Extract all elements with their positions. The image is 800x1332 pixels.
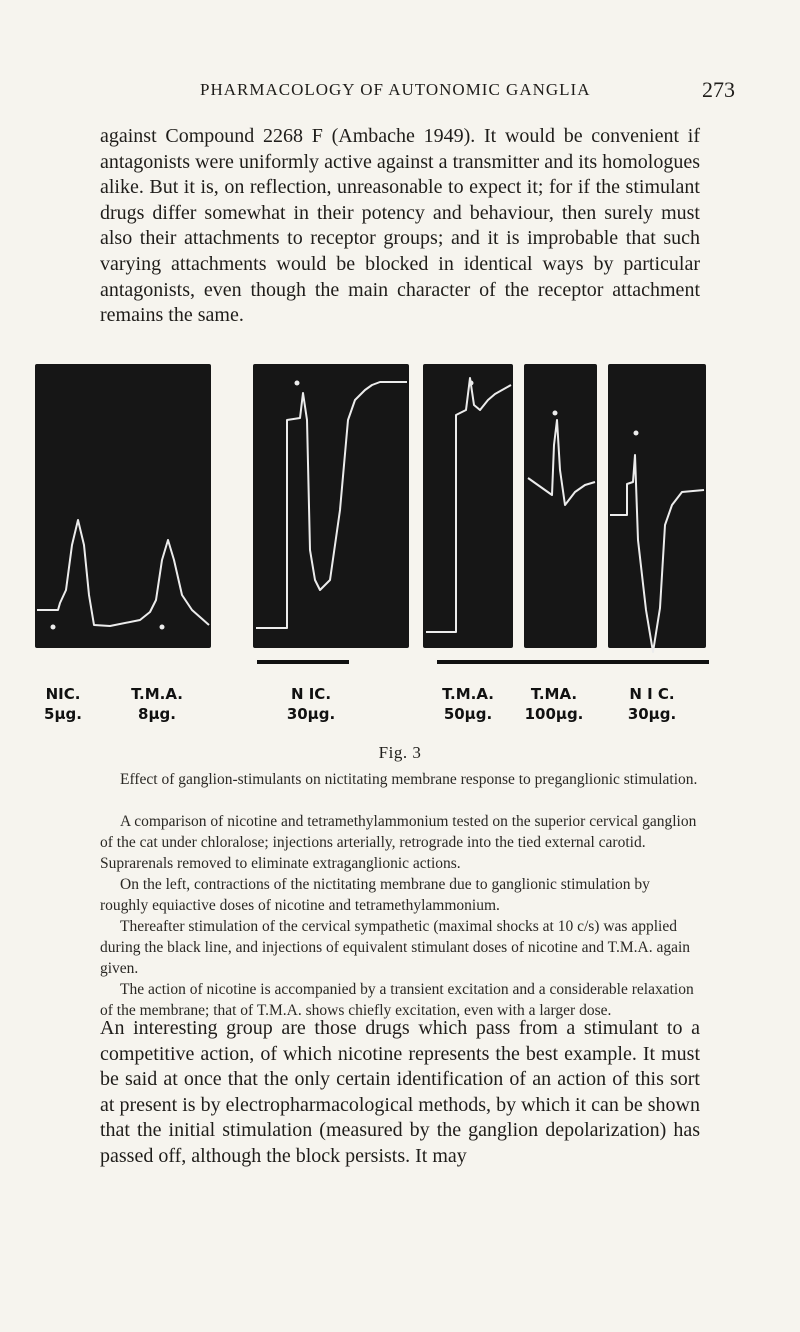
label-drug: N I C.: [629, 685, 675, 703]
figure-caption-paragraph: The action of nicotine is accompanied by a transient excitation and a considerable relaxation of the membrane; that of T.M.A. shows chiefly excitation, even with a larger dose.: [100, 981, 694, 1019]
label-drug: T.MA.: [530, 685, 578, 703]
stimulation-bar: [437, 660, 709, 664]
label-nic-5: [40, 684, 86, 724]
label-drug: T.M.A.: [131, 685, 183, 703]
figure-caption-paragraph: A comparison of nicotine and tetramethylammonium tested on the superior cervical ganglion of the cat under chloralose; injections arterially, retrograde into the tied external carotid. Suprarenals removed to eliminate extraganglionic actions.: [100, 813, 697, 872]
signal-dot: [51, 625, 56, 630]
label-dose: 50µg.: [443, 705, 493, 723]
label-dose: 8µg.: [138, 705, 176, 723]
label-tma-8: [125, 684, 189, 724]
label-drug: NIC.: [45, 685, 81, 703]
stimulation-bar: [257, 660, 349, 664]
label-nic-30b: [622, 684, 682, 724]
trace-nic-30b: [610, 455, 704, 652]
trace-tma-50: [426, 378, 511, 632]
label-drug: N IC.: [290, 685, 332, 703]
label-tma-50: [435, 684, 501, 724]
figure-caption-paragraph: On the left, contractions of the nictitating membrane due to ganglionic stimulation by roughly equiactive doses of nicotine and tetramethylammonium.: [100, 876, 650, 914]
signal-dot: [469, 381, 474, 386]
label-drug: T.M.A.: [442, 685, 494, 703]
label-dose: 30µg.: [286, 705, 336, 723]
running-title: PHARMACOLOGY OF AUTONOMIC GANGLIA: [200, 80, 591, 99]
trace-tma-100: [528, 420, 595, 505]
signal-dot: [634, 431, 639, 436]
figure-caption-title: Effect of ganglion-stimulants on nictitating membrane response to preganglionic stimulation.: [120, 771, 698, 788]
figure-number: Fig. 3: [378, 743, 422, 762]
trace-left: [37, 520, 209, 626]
label-dose: 100µg.: [524, 705, 584, 723]
label-tma-100: [520, 684, 588, 724]
label-dose: 5µg.: [44, 705, 82, 723]
body-paragraph-2: An interesting group are those drugs which pass from a stimulant to a competitive action, of which nicotine represents the best example. It must be said at once that the only certain identification of an action of this sort at present is by electropharmacological methods, by which it can be shown that the initial stimulation (measured by the ganglion depolarization) has passed off, although the block persists. It may: [100, 1017, 700, 1167]
signal-dot: [553, 411, 558, 416]
label-nic-30: [283, 684, 339, 724]
signal-dot: [160, 625, 165, 630]
figure-caption-paragraph: Thereafter stimulation of the cervical sympathetic (maximal shocks at 10 c/s) was applied during the black line, and injections of equivalent stimulant doses of nicotine and T.M.A. again given.: [100, 918, 691, 977]
label-dose: 30µg.: [627, 705, 677, 723]
page-number: 273: [702, 77, 735, 102]
trace-nic-30: [256, 382, 407, 628]
body-paragraph-1: against Compound 2268 F (Ambache 1949). It would be convenient if antagonists were uniformly active against a transmitter and its homologues alike. But it is, on reflection, unreasonable to expect it; for if the stimulant drugs differ somewhat in their potency and behaviour, then surely must also their attachments to receptor groups; and it is improbable that such varying attachments would be blocked in identical ways by particular antagonists, even though the main character of the receptor attachment remains the same.: [100, 125, 700, 327]
signal-dot: [295, 381, 300, 386]
